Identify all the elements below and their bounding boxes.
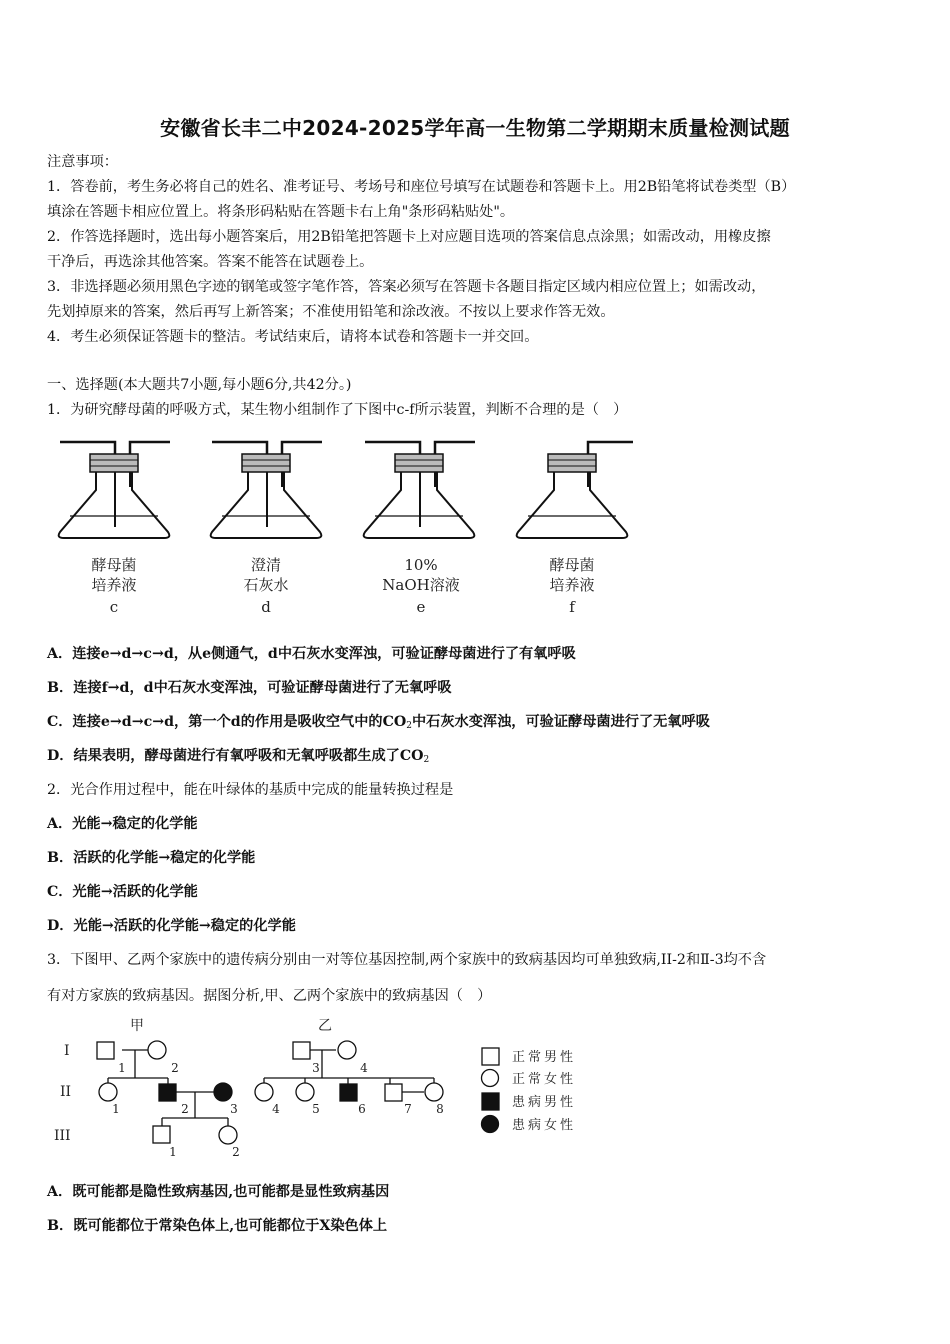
flask-letter: c [109,598,119,616]
option-label: A． [47,1184,73,1200]
flask-figure [50,432,650,622]
pedigree-normal-male [385,1084,402,1101]
pedigree-number: 2 [171,1061,179,1075]
notice-line: 干净后，再选涂其他答案。答案不能答在试题卷上。 [47,254,374,270]
flask-letter: d [261,598,271,616]
pedigree-number: 1 [169,1145,177,1159]
flask-label: 培养液 [91,576,137,594]
q2-option-b[interactable] [47,848,255,868]
flask-label: 澄清 [250,556,282,574]
notice-heading: 注意事项： [47,154,118,170]
q1-option-b[interactable] [47,678,452,698]
option-text: 连接e→d→c→d，从e侧通气，d中石灰水变浑浊，可验证酵母菌进行了有氧呼吸 [72,646,576,662]
pedigree-number: 4 [360,1061,368,1075]
family-label: 乙 [318,1018,332,1034]
pedigree-affected-female [214,1083,232,1101]
option-label: A． [47,646,73,662]
q1-option-a[interactable] [47,644,576,664]
option-label: D． [47,748,74,764]
pedigree-normal-female [425,1083,443,1101]
q3-stem: 有对方家族的致病基因。据图分析,甲、乙两个家族中的致病基因（ ） [47,988,492,1004]
pedigree-affected-male [340,1084,357,1101]
legend-normal-female-icon [482,1070,499,1087]
notice-line: 先划掉原来的答案，然后再写上新答案；不准使用铅笔和涂改液。不按以上要求作答无效。 [47,304,615,320]
option-label: D． [47,918,74,934]
flask-d [211,442,322,538]
flask-label: 培养液 [549,576,595,594]
notice-line: 4．考生必须保证答题卡的整洁。考试结束后，请将本试卷和答题卡一并交回。 [47,329,539,345]
pedigree-number: 2 [232,1145,240,1159]
pedigree-normal-male [293,1042,310,1059]
q2-option-a[interactable] [47,814,198,834]
flask-f [517,442,633,538]
option-text: 中石灰水变浑浊，可验证酵母菌进行了无氧呼吸 [411,714,710,730]
pedigree-number: 1 [118,1061,126,1075]
q3-option-a[interactable] [47,1182,389,1202]
legend-affected-male-icon [482,1093,499,1110]
flask-letter: e [416,598,426,616]
q2-option-d[interactable] [47,916,296,936]
pedigree-number: 1 [112,1102,120,1116]
flask-label: 酵母菌 [91,556,137,574]
option-text: 结果表明，酵母菌进行有氧呼吸和无氧呼吸都生成了CO [73,748,424,764]
pedigree-normal-female [219,1126,237,1144]
flask-e [364,442,475,538]
pedigree-number: 8 [436,1102,444,1116]
generation-label: I [64,1043,70,1059]
flask-label: 10% [404,556,438,574]
q1-stem: 1．为研究酵母菌的呼吸方式，某生物小组制作了下图中c-f所示装置，判断不合理的是（ ） [47,402,628,418]
flask-label: 石灰水 [243,576,289,594]
exam-title: 安徽省长丰二中2024-2025学年高一生物第二学期期末质量检测试题 [160,116,790,140]
pedigree-number: 5 [312,1102,320,1116]
generation-label: II [60,1084,72,1100]
pedigree-normal-female [255,1083,273,1101]
option-label: B． [47,850,74,866]
pedigree-number: 3 [312,1061,320,1075]
legend-normal-male-icon [482,1048,499,1065]
family-label: 甲 [130,1018,144,1034]
section-heading: 一、选择题(本大题共7小题,每小题6分,共42分。) [47,377,352,393]
subscript: 2 [423,755,430,765]
q2-option-c[interactable] [47,882,198,902]
generation-label: III [54,1128,71,1144]
pedigree-number: 7 [404,1102,412,1116]
legend-label: 患病女性 [512,1118,577,1133]
pedigree-normal-female [296,1083,314,1101]
option-text: 既可能都位于常染色体上,也可能都位于X染色体上 [73,1218,388,1234]
pedigree-number: 4 [272,1102,280,1116]
legend-affected-female-icon [482,1116,499,1133]
q1-option-c[interactable] [47,712,710,736]
q3-stem: 3．下图甲、乙两个家族中的遗传病分别由一对等位基因控制,两个家族中的致病基因均可单独致病,II-2和Ⅱ-3均不含 [47,952,767,968]
pedigree-normal-male [153,1126,170,1143]
pedigree-number: 3 [230,1102,238,1116]
notice-line: 1．答卷前，考生务必将自己的姓名、准考证号、考场号和座位号填写在试题卷和答题卡上。用2B铅笔将试卷类型（B） [47,179,796,195]
pedigree-normal-female [338,1041,356,1059]
notice-line: 3．非选择题必须用黑色字迹的钢笔或签字笔作答，答案必须写在答题卡各题目指定区域内相应位置上；如需改动， [47,279,766,295]
option-text: 光能→活跃的化学能 [72,884,198,900]
option-text: 既可能都是隐性致病基因,也可能都是显性致病基因 [72,1184,390,1200]
option-label: C． [47,714,73,730]
option-text: 活跃的化学能→稳定的化学能 [73,850,256,866]
flask-label: 酵母菌 [549,556,595,574]
option-text: 连接f→d，d中石灰水变浑浊，可验证酵母菌进行了无氧呼吸 [73,680,452,696]
pedigree-normal-female [99,1083,117,1101]
legend-label: 正常女性 [512,1072,577,1087]
q2-stem: 2．光合作用过程中，能在叶绿体的基质中完成的能量转换过程是 [47,782,454,798]
option-text: 光能→活跃的化学能→稳定的化学能 [73,918,296,934]
option-label: B． [47,680,74,696]
pedigree-normal-male [97,1042,114,1059]
option-text: 光能→稳定的化学能 [72,816,198,832]
legend-label: 正常男性 [512,1050,577,1065]
flask-letter: f [569,598,575,616]
legend-label: 患病男性 [512,1095,577,1110]
pedigree-normal-female [148,1041,166,1059]
option-label: C． [47,884,73,900]
flask-label: NaOH溶液 [382,576,460,594]
option-text: 连接e→d→c→d，第一个d的作用是吸收空气中的CO [72,714,407,730]
option-label: B． [47,1218,74,1234]
subscript: 2 [406,721,412,731]
q3-option-b[interactable] [47,1216,387,1236]
pedigree-number: 6 [358,1102,366,1116]
pedigree-number: 2 [181,1102,189,1116]
pedigree-figure [50,1016,630,1166]
flask-c [59,442,170,538]
q1-option-d[interactable] [47,746,429,770]
notice-line: 2．作答选择题时，选出每小题答案后，用2B铅笔把答题卡上对应题目选项的答案信息点涂黑；如需改动，用橡皮擦 [47,229,771,245]
option-label: A． [47,816,73,832]
notice-line: 填涂在答题卡相应位置上。将条形码粘贴在答题卡右上角"条形码粘贴处"。 [47,204,515,220]
pedigree-affected-male [159,1084,176,1101]
